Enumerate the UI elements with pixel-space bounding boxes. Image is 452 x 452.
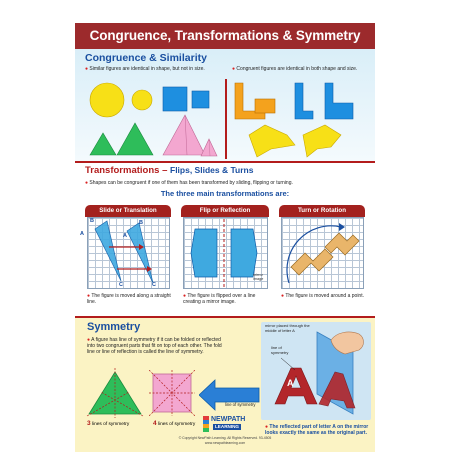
mirror-letter-figure (261, 322, 371, 420)
l-shape-2 (295, 83, 313, 119)
three-main-heading: The three main transformations are: (160, 189, 290, 198)
triangle-symmetry (85, 368, 145, 420)
large-circle (90, 83, 124, 117)
slide-description-text: The figure is moved along a straight line. (87, 293, 171, 305)
similar-text-body: Similar figures are identical in shape, but not in size. (89, 66, 205, 72)
bullet-icon: ● (87, 337, 92, 343)
turn-description (281, 293, 367, 299)
transformations-intro-text: Shapes can be congruent if one of them has been transformed by sliding, flipping or turning. (89, 180, 293, 186)
orange-bar (255, 99, 275, 113)
poster (75, 0, 375, 452)
point-label-a1: A (80, 231, 84, 237)
bullet-icon: ● (232, 66, 237, 72)
turn-description-text: The figure is moved around a point. (285, 293, 364, 299)
square-caption (153, 420, 195, 427)
small-circle (132, 90, 152, 110)
transformations-intro (85, 180, 370, 186)
heading-dash: – (159, 165, 170, 176)
bullet-icon: ● (265, 424, 270, 430)
congruent-text-body: Congruent figures are identical in both shape and size. (236, 66, 358, 72)
line-of-symmetry-note: line of symmetry (271, 345, 289, 355)
congruent-polygon-1 (249, 125, 295, 157)
bullet-icon: ● (183, 293, 188, 299)
transformations-heading-sub: Flips, Slides & Turns (170, 165, 254, 175)
symmetry-text (87, 337, 229, 355)
small-triangle (90, 133, 116, 155)
copyright: © Copyright NewPath Learning. All Rights Reserved. 93-4505 (178, 436, 272, 440)
flip-description-text: The figure is flipped over a line creating a mirror image. (183, 293, 256, 305)
l-shape-3 (325, 83, 353, 119)
congruence-section (75, 49, 375, 161)
bullet-icon: ● (85, 180, 90, 186)
mirror-image-label: mirror image (253, 273, 264, 281)
top-rule (75, 161, 375, 163)
point-label-b1: B (90, 218, 94, 224)
logo-icon (203, 416, 209, 432)
page-title: Congruence, Transformations & Symmetry (75, 23, 375, 49)
symmetry-text-body: A figure has line of symmetry if it can be folded or reflected into two congruent parts that fit on top of each other. The fold line or line of reflection is called the line of symmetry. (87, 337, 222, 355)
arrow-label: line of symmetry (225, 402, 256, 407)
symmetry-heading: Symmetry (87, 321, 141, 333)
point-label-b2: B (139, 220, 143, 226)
reflected-text-body: The reflected part of letter A on the mirror looks exactly the same as the original part. (265, 424, 369, 436)
website: www.newpathlearning.com (204, 441, 246, 445)
bullet-icon: ● (281, 293, 286, 299)
square-caption-text: lines of symmetry (157, 422, 196, 427)
symmetry-section (75, 316, 375, 452)
triangle-caption (87, 420, 129, 427)
slide-description (87, 293, 171, 305)
large-triangle (117, 123, 153, 155)
similar-shapes (75, 77, 225, 161)
flip-description (183, 293, 269, 305)
brand-top: NEWPATH (211, 416, 246, 423)
letter-a: A (287, 378, 294, 388)
congruence-heading: Congruence & Similarity (85, 52, 207, 64)
congruent-shapes (227, 77, 375, 161)
tab-turn: Turn or Rotation (279, 205, 365, 217)
square-caption-num: 4 (153, 420, 157, 427)
mirror-note: mirror placed through the middle of letter A (265, 323, 310, 333)
similar-text (85, 66, 220, 72)
reflected-text (265, 424, 369, 436)
congruent-text (232, 66, 367, 72)
tab-slide: Slide or Translation (85, 205, 171, 217)
bullet-icon: ● (87, 293, 92, 299)
point-label-c2: C (152, 282, 156, 288)
tab-flip: Flip or Reflection (181, 205, 269, 217)
top-rule (75, 316, 375, 318)
square-symmetry (149, 370, 195, 416)
small-square (192, 91, 209, 108)
transformations-section (75, 161, 375, 316)
point-label-c1: C (119, 282, 123, 288)
congruent-polygon-2 (303, 125, 341, 157)
transformations-heading-main: Transformations (85, 165, 160, 176)
turn-figure (281, 217, 364, 289)
transformations-heading (85, 165, 253, 176)
bullet-icon: ● (85, 66, 90, 72)
large-pyramid (163, 115, 205, 155)
triangle-caption-text: lines of symmetry (91, 422, 130, 427)
large-square (163, 87, 187, 111)
slide-figure (87, 217, 170, 289)
brand-bottom: LEARNING (215, 424, 239, 429)
point-label-a2: A (123, 233, 127, 239)
triangle-caption-num: 3 (87, 420, 91, 427)
